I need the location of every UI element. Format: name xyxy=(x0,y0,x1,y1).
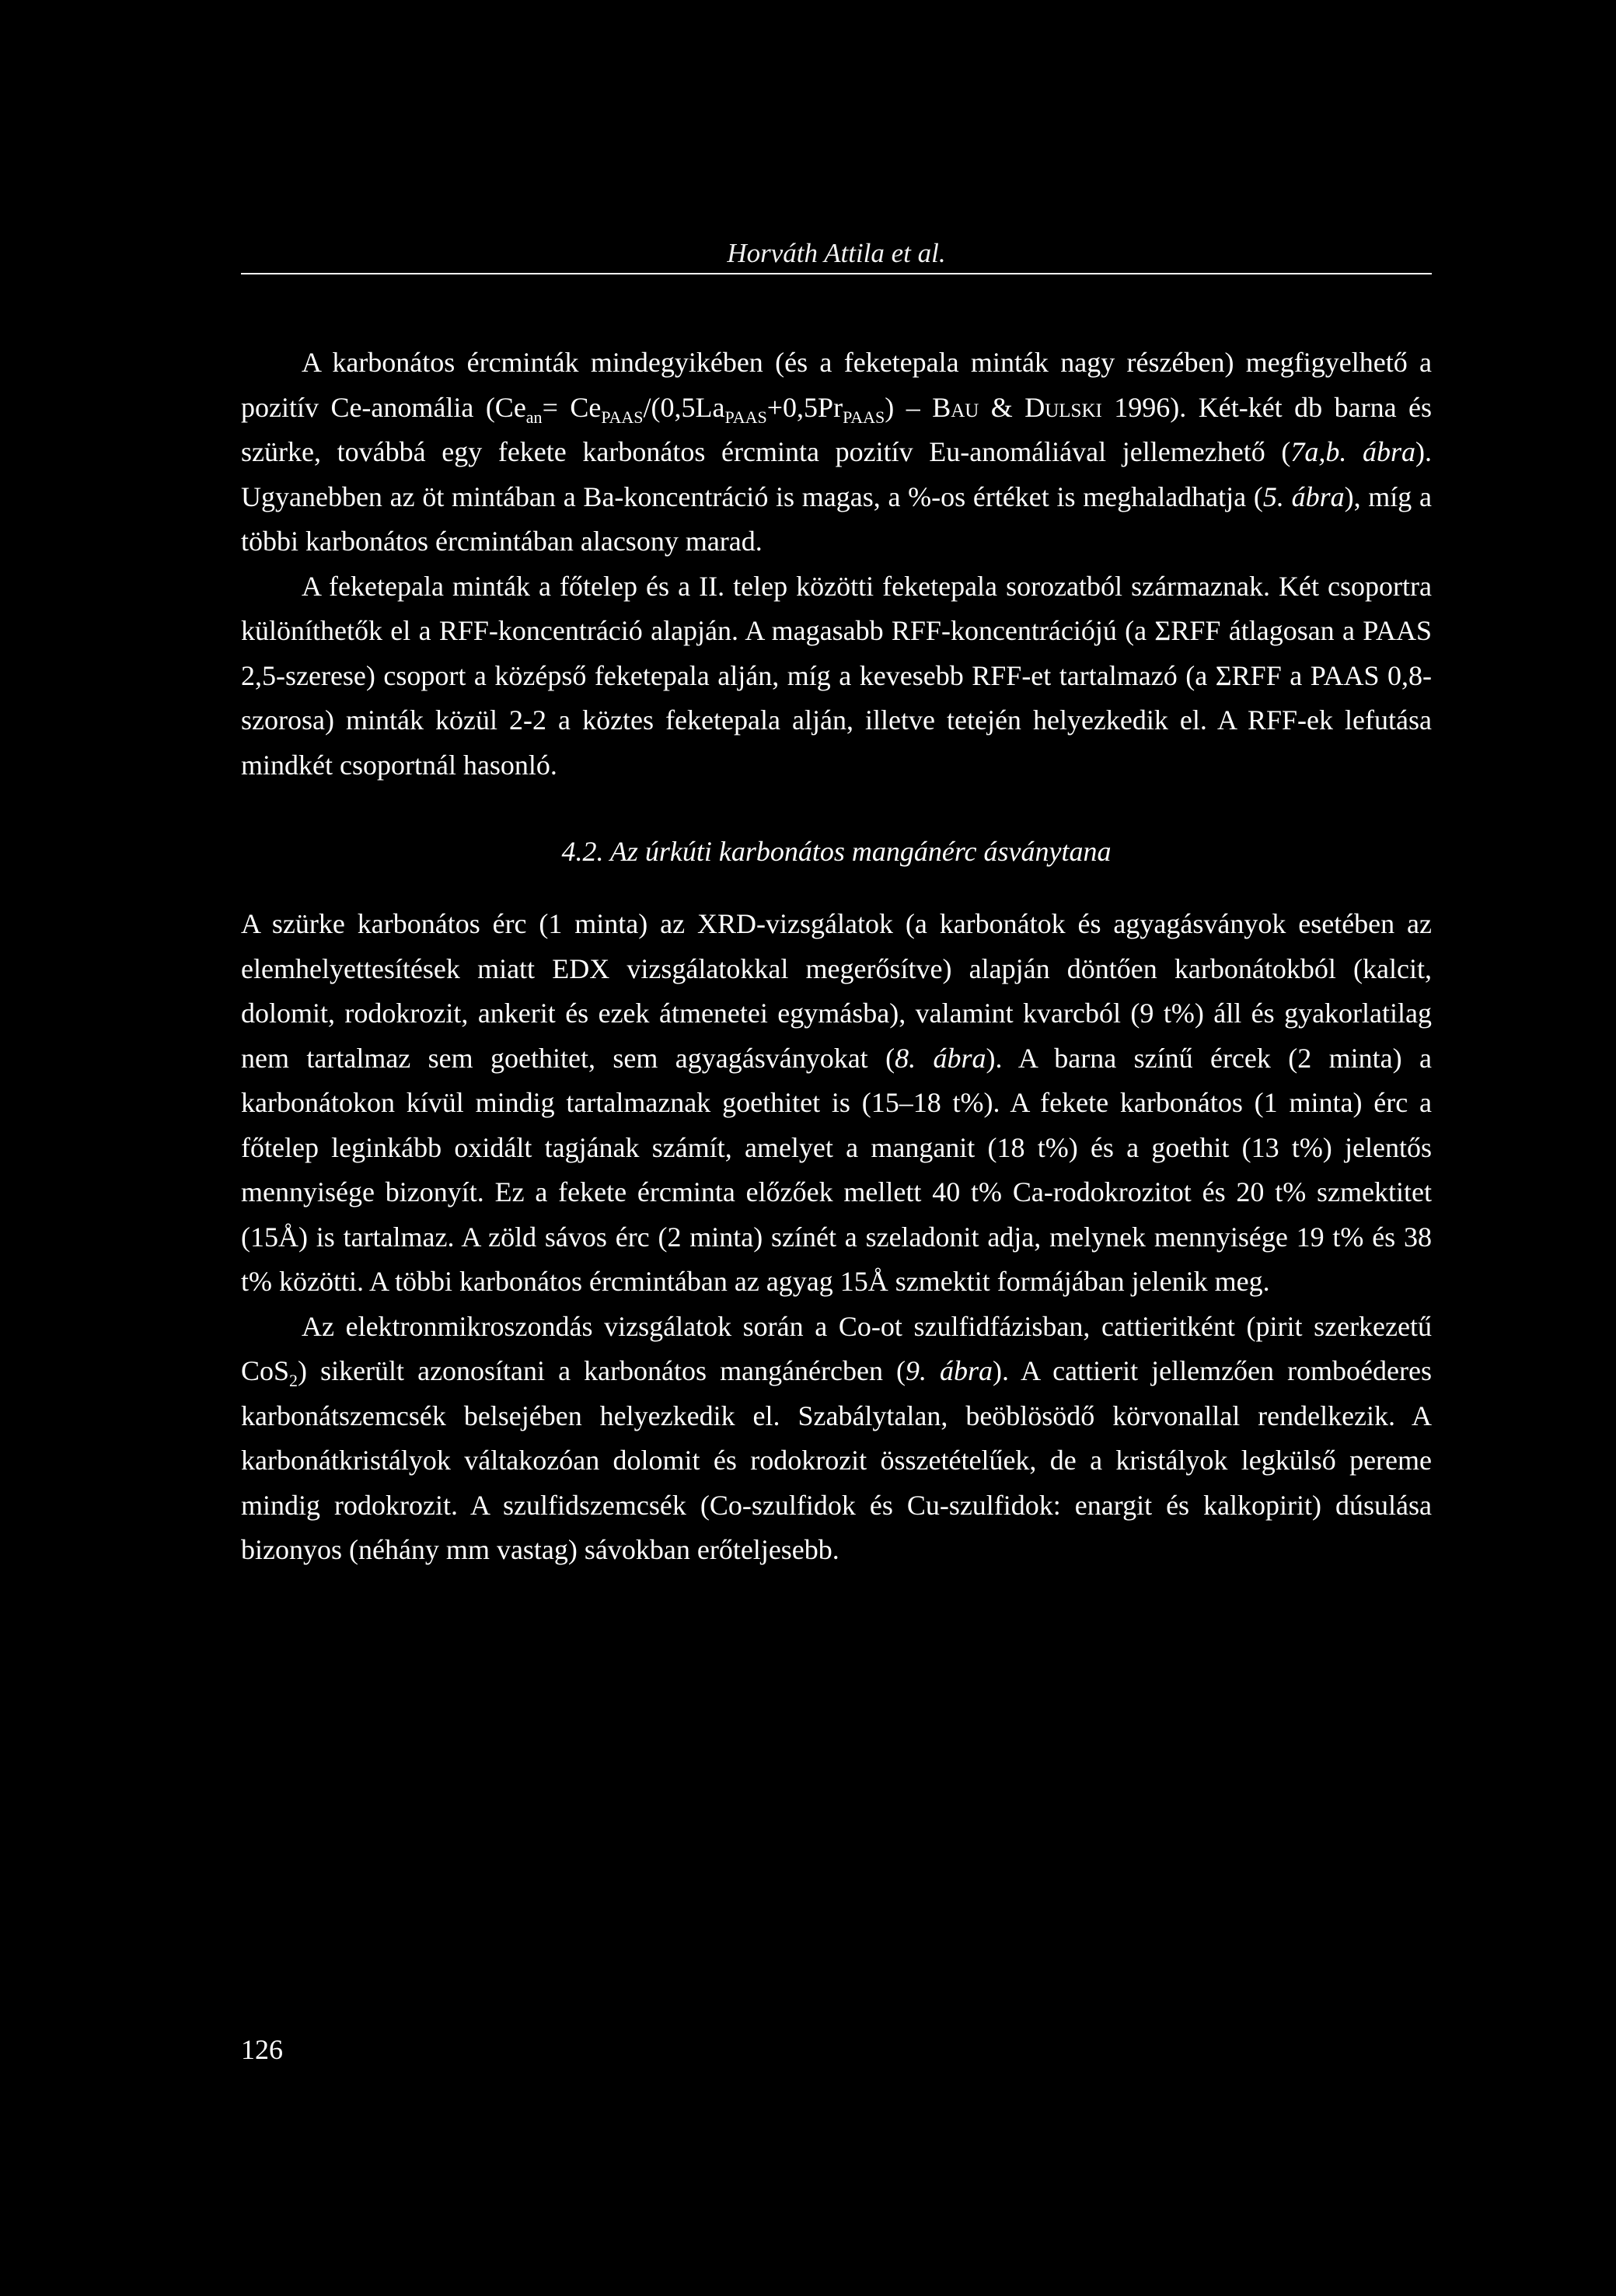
paragraph-microprobe: Az elektronmikroszondás vizsgálatok során a Co-ot szulfidfázisban, cattieritként (pirit szerkezetű CoS$_2$) sikerült azonosítani a karbonátos mangánércben (9. ábra). A cattierit jellemzően romboéderes karbonátszemcsék belsejében helyezkedik el. Szabálytalan, beöblösödő körvonallal rendelkezik. A karbonátkristályok váltakozóan dolomit és rodokrozit összetételűek, de a kristályok legkülső pereme mindig rodokrozit. A szulfidszemcsék (Co-szulfidok és Cu-szulfidok: enargit és kalkopirit) dúsulása bizonyos (néhány mm vastag) sávokban erőteljesebb. xyxy=(241,1310,1432,1565)
figure-reference: 7a,b. ábra xyxy=(1290,436,1416,467)
paragraph-mineralogy: A szürke karbonátos érc (1 minta) az XRD-vizsgálatok (a karbonátok és agyagásványok esetében az elemhelyettesítések miatt EDX vizsgálatokkal megerősítve) alapján döntően karbonátokból (kalcit, dolomit, rodokrozit, ankerit és ezek átmenetei egymásba), valamint kvarcból (9 t%) áll és gyakorlatilag nem tartalmaz sem goethitet, sem agyagásványokat (8. ábra). A barna színű ércek (2 minta) a karbonátokon kívül mindig tartalmaznak goethitet is (15–18 t%). A fekete karbonátos (1 minta) érc a főtelep leginkább oxidált tagjának számít, amelyet a manganit (18 t%) és a goethit (13 t%) jelentős mennyisége bizonyít. Ez a fekete ércminta előzőek mellett 40 t% Ca-rodokrozitot és 20 t% szmektitet (15Å) is tartalmaz. A zöld sávos érc (2 minta) színét a szeladonit adja, melynek mennyisége 19 t% és 38 t% közötti. A többi karbonátos ércmintában az agyag 15Å szmektit formájában jelenik meg. xyxy=(241,908,1433,1297)
citation-author: Bau & Dulski xyxy=(932,391,1102,423)
section-title: 4.2. Az úrkúti karbonátos mangánérc ásványtana xyxy=(561,836,1112,867)
paragraph-black-shale: A feketepala minták a főtelep és a II. telep közötti feketepala sorozatból származnak. Két csoportra különíthetők el a RFF-koncentráció alapján. A magasabb RFF-koncentrációjú (a ΣRFF átlagosan a PAAS 2,5-szerese) csoport a középső feketepala alján, míg a kevesebb RFF-et tartalmazó (a ΣRFF a PAAS 0,8-szorosa) minták közül 2-2 a köztes feketepala alján, illetve tetején helyezkedik el. A RFF-ek lefutása mindkét csoportnál hasonló. xyxy=(241,570,1432,781)
figure-reference: 9. ábra xyxy=(906,1355,993,1386)
body-text xyxy=(241,341,1432,1573)
document-page xyxy=(241,0,1432,2296)
figure-reference: 5. ábra xyxy=(1262,481,1345,512)
header-rule xyxy=(241,273,1432,274)
figure-reference: 8. ábra xyxy=(895,1042,986,1074)
paragraph-ce-anomaly: A karbonátos ércminták mindegyikében (és a feketepala minták nagy részében) megfigyelhető a pozitív Ce-anomália ($Ce_{an}= Ce_{PAAS}/(0,5La_{PAAS}+0,5Pr_{PAAS})$ – Bau & Dulski 1996). Két-két db barna és szürke, továbbá egy fekete karbonátos ércminta pozitív Eu-anomáliával jellemezhető (7a,b. ábra). Ugyanebben az öt mintában a Ba-koncentráció is magas, a %-os értéket is meghaladhatja (5. ábra), míg a többi karbonátos ércmintában alacsony marad. xyxy=(241,347,1433,557)
page-number: 126 xyxy=(241,2034,283,2065)
running-header: Horváth Attila et al. xyxy=(727,238,946,268)
